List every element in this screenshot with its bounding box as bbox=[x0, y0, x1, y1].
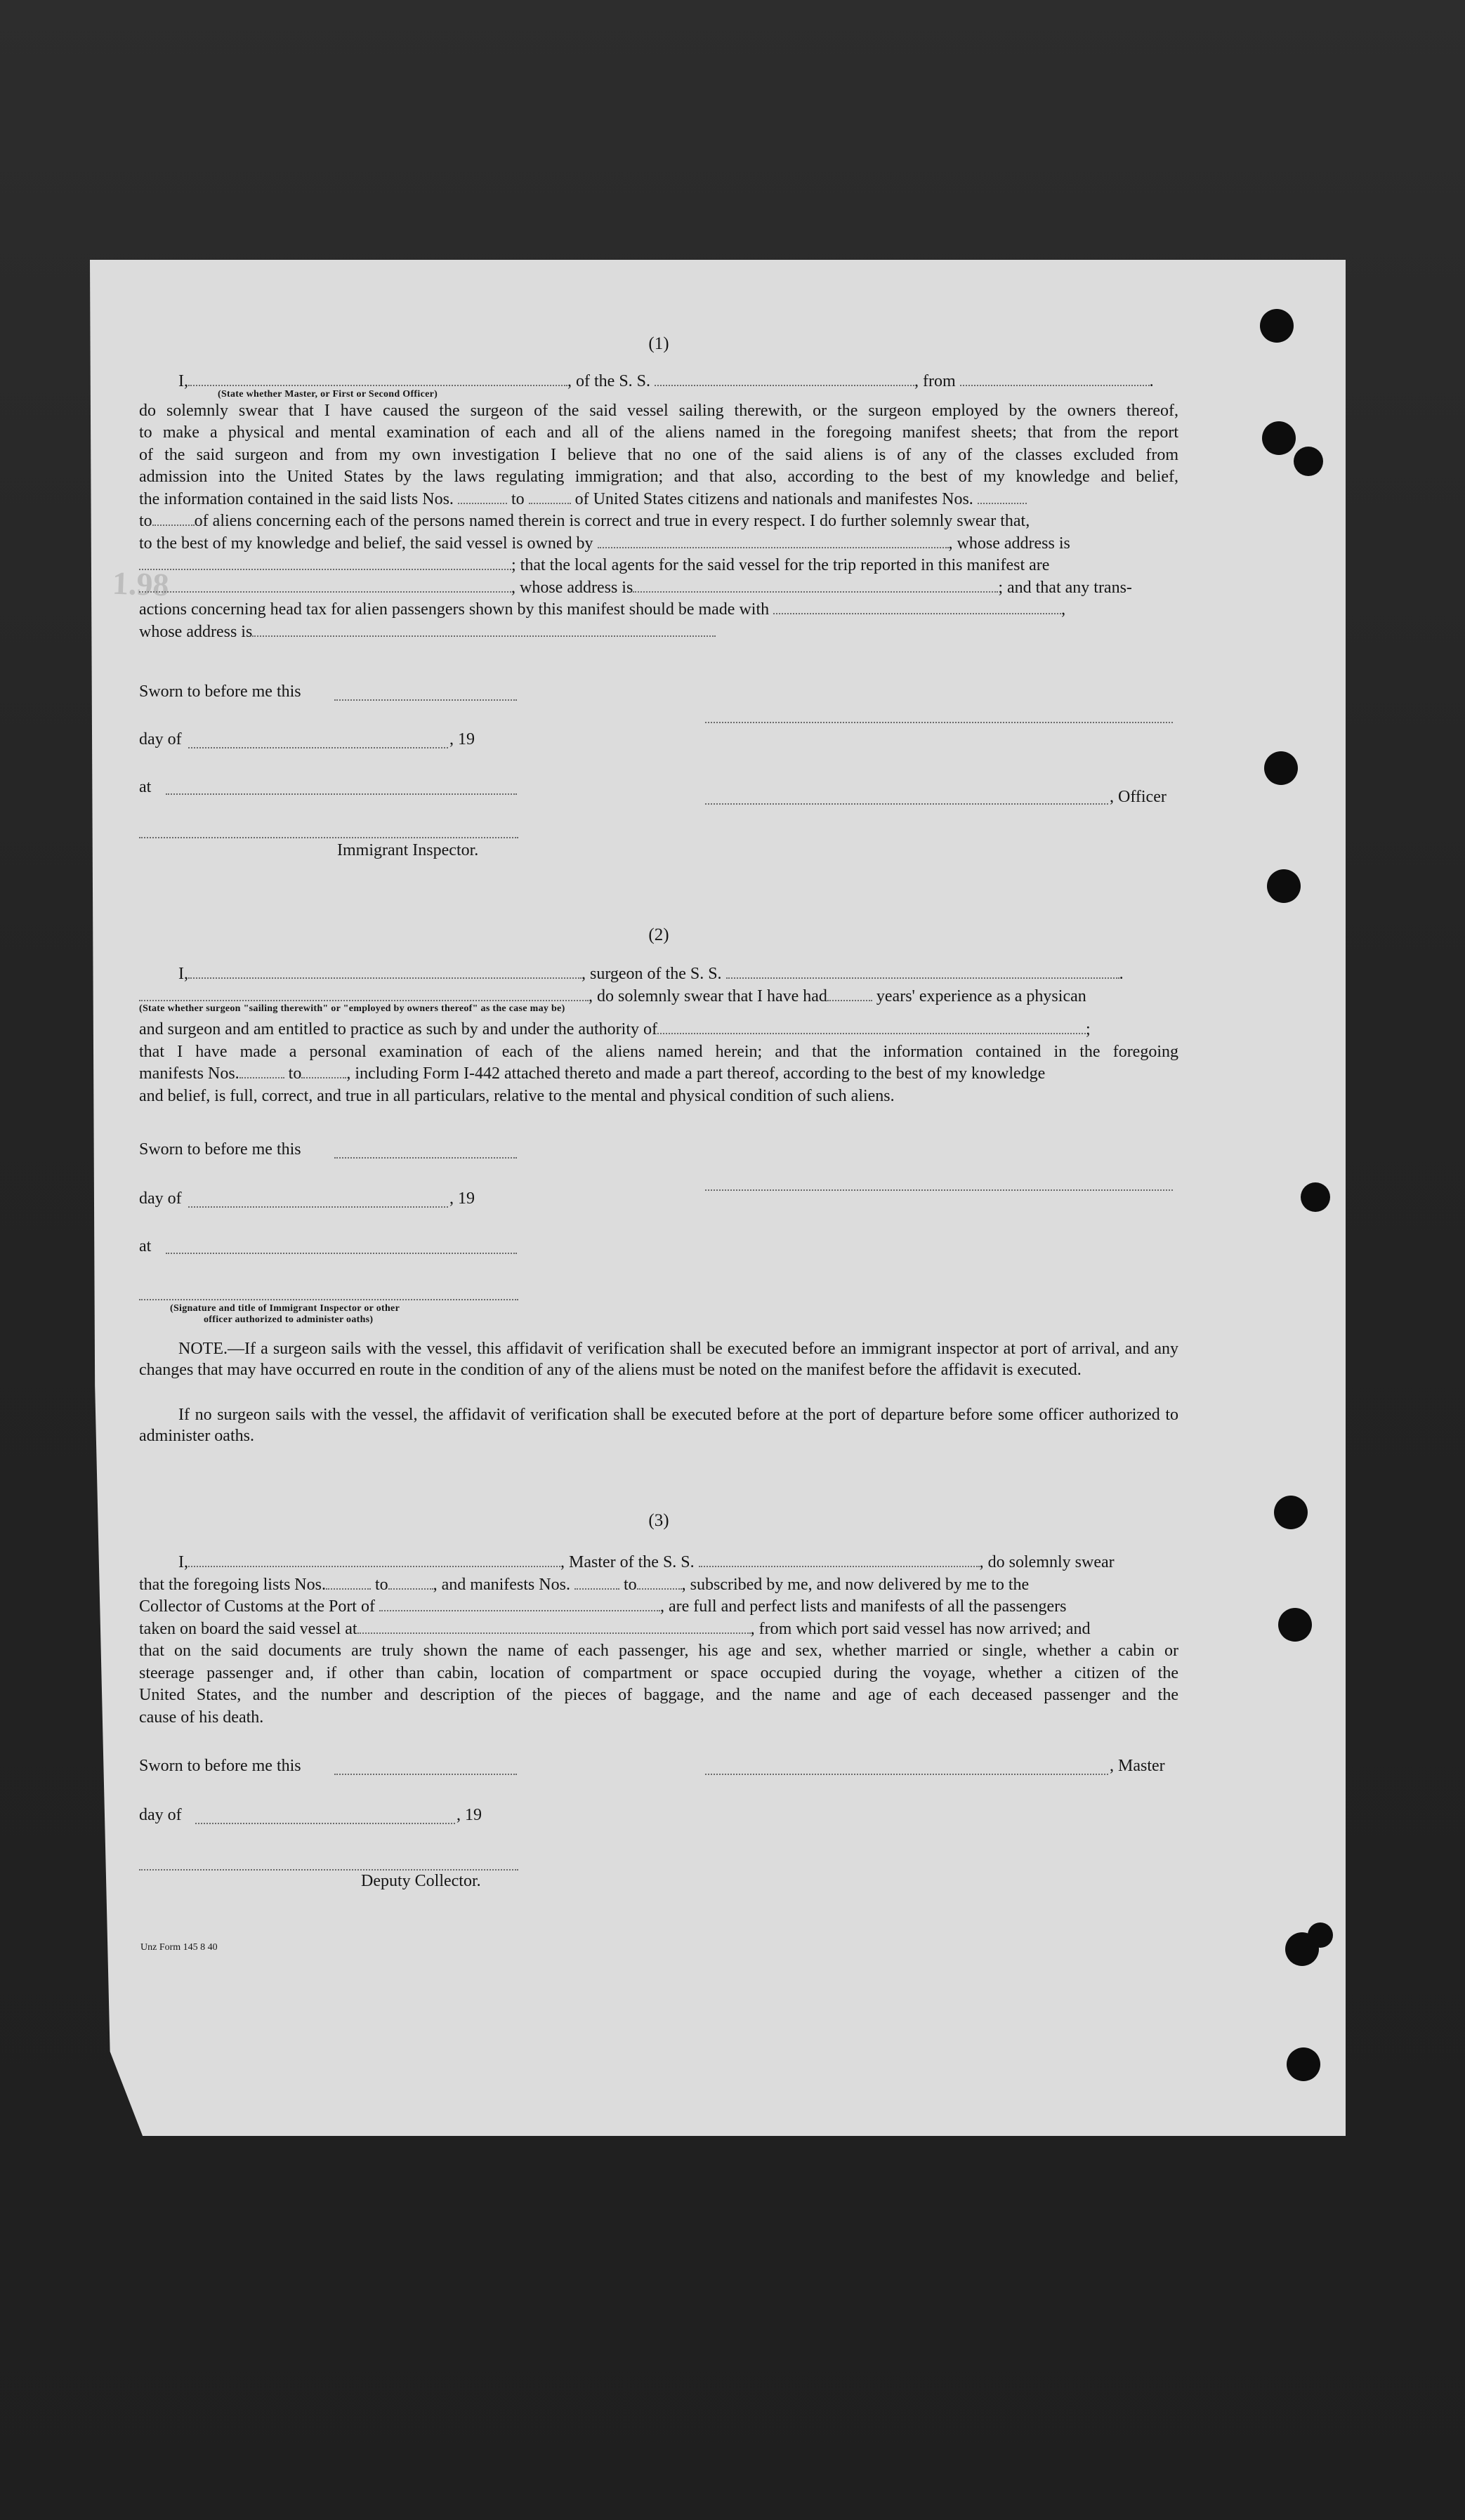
blank-line bbox=[188, 746, 448, 748]
text: , and manifests Nos. bbox=[433, 1575, 570, 1594]
punch-hole bbox=[1260, 309, 1294, 343]
blank-line bbox=[195, 1821, 455, 1824]
section-3-oath bbox=[139, 1552, 1178, 1729]
punch-hole bbox=[1308, 1922, 1333, 1948]
form-id: Unz Form 145 8 40 bbox=[140, 1942, 218, 1953]
blank-line bbox=[705, 802, 1108, 805]
text: ; and that any trans- bbox=[998, 578, 1132, 597]
signature-hint: officer authorized to administer oaths) bbox=[204, 1314, 374, 1325]
section-3-number: (3) bbox=[648, 1511, 669, 1530]
text: to bbox=[623, 1575, 637, 1594]
text: and surgeon and am entitled to practice as such by and under the authority of bbox=[139, 1020, 657, 1038]
punch-hole bbox=[1287, 2047, 1320, 2081]
text: ; that the local agents for the said vessel for the trip reported in this manifest are bbox=[511, 556, 1050, 574]
day-label: day of bbox=[139, 1806, 182, 1824]
text: , whose address is bbox=[511, 578, 633, 597]
oath-line: and belief, is full, correct, and true in all particulars, relative to the mental and physical condition of such aliens. bbox=[139, 1086, 895, 1105]
section-2-number: (2) bbox=[648, 925, 669, 944]
text: , do solemnly swear that I have had bbox=[589, 987, 827, 1005]
text: that the foregoing lists Nos. bbox=[139, 1575, 326, 1594]
text: of United States citizens and nationals and manifestes Nos. bbox=[574, 489, 973, 508]
punch-hole bbox=[1267, 869, 1301, 903]
sworn-label: Sworn to before me this bbox=[139, 1140, 301, 1159]
text: to bbox=[139, 512, 152, 530]
blank-line bbox=[334, 1772, 517, 1775]
year-label: , 19 bbox=[456, 1806, 482, 1824]
oath-line: to make a physical and mental examination of each and all of the aliens named in the foregoing manifest sheets; that from the report bbox=[139, 423, 1178, 442]
blank-line bbox=[334, 698, 517, 701]
text: , subscribed by me, and now delivered by me to the bbox=[681, 1575, 1030, 1594]
punch-hole bbox=[1278, 1608, 1312, 1642]
blank-line bbox=[166, 1251, 517, 1254]
punch-hole bbox=[1301, 1182, 1330, 1212]
text: to bbox=[511, 489, 525, 508]
surgeon-hint: (State whether surgeon "sailing therewith" or "employed by owners thereof" as the case may be) bbox=[139, 1003, 565, 1014]
section-1-number: (1) bbox=[648, 334, 669, 353]
day-label: day of bbox=[139, 730, 182, 748]
text: to the best of my knowledge and belief, the said vessel is owned by bbox=[139, 534, 593, 553]
punch-hole bbox=[1294, 447, 1323, 476]
text: , whose address is bbox=[948, 534, 1070, 553]
master-label: , Master bbox=[1110, 1757, 1165, 1775]
text: , of the S. S. bbox=[567, 372, 651, 390]
text: , do solemnly swear bbox=[979, 1553, 1115, 1571]
text: manifests Nos. bbox=[139, 1064, 239, 1083]
sworn-label: Sworn to before me this bbox=[139, 682, 301, 701]
oath-line: cause of his death. bbox=[139, 1708, 264, 1727]
blank-line bbox=[705, 1188, 1173, 1191]
sworn-label: Sworn to before me this bbox=[139, 1757, 301, 1775]
text: of aliens concerning each of the persons named therein is correct and true in every respect. I do further solemnly swear that, bbox=[194, 512, 1030, 530]
signature-hint: (Signature and title of Immigrant Inspector or other bbox=[170, 1303, 400, 1314]
text: whose address is bbox=[139, 622, 253, 641]
blank-line bbox=[188, 1205, 448, 1208]
year-label: , 19 bbox=[449, 1189, 475, 1208]
text: I, bbox=[178, 965, 188, 983]
at-label: at bbox=[139, 778, 152, 796]
collector-label: Deputy Collector. bbox=[361, 1872, 481, 1890]
text: , from which port said vessel has now arrived; and bbox=[750, 1619, 1091, 1638]
officer-label: , Officer bbox=[1110, 788, 1167, 806]
note-paragraph: If no surgeon sails with the vessel, the affidavit of verification shall be executed before at the port of departure before some officer authorized to administer oaths. bbox=[139, 1406, 1178, 1445]
punch-hole bbox=[1274, 1496, 1308, 1529]
officer-hint: (State whether Master, or First or Second Officer) bbox=[218, 388, 438, 400]
text: , surgeon of the S. S. bbox=[582, 965, 722, 983]
punch-hole bbox=[1264, 751, 1298, 785]
blank-line bbox=[139, 836, 518, 838]
note-paragraph: NOTE.—If a surgeon sails with the vessel, this affidavit of verification shall be executed before an immigrant inspector at port of arrival, and any changes that may have occurred en route in the condition of any of the aliens must be noted on the manifest before the affidavit is executed. bbox=[139, 1340, 1178, 1379]
blank-line bbox=[334, 1156, 517, 1159]
text: Collector of Customs at the Port of bbox=[139, 1597, 375, 1616]
blank-line bbox=[139, 1868, 518, 1871]
text: the information contained in the said lists Nos. bbox=[139, 489, 454, 508]
blank-line bbox=[705, 1772, 1108, 1775]
text: I, bbox=[178, 372, 188, 390]
punch-hole bbox=[1262, 421, 1296, 455]
blank-line bbox=[139, 1298, 518, 1300]
text: to bbox=[288, 1064, 302, 1083]
blank-line bbox=[705, 720, 1173, 723]
oath-line: United States, and the number and description of the pieces of baggage, and the name and age of each deceased passenger and the bbox=[139, 1686, 1178, 1704]
oath-line: of the said surgeon and from my own investigation I believe that no one of the said aliens is of any of the classes excluded from bbox=[139, 445, 1178, 464]
text: to bbox=[374, 1575, 388, 1594]
section-1-oath: I, , of the S. S. , from . (State whether Master, or First or Second Officer) do solemnly swear that I have caused the surgeon of the said vessel sailing therewith, or the surgeon employed by the owners thereof, to make a physical and mental examination of each and all of the aliens named in the foregoing manifest sheets; that from the report of the said surgeon and from my own investigation I believe that no one of the said aliens is of any of the classes excluded from admission into the United States by the laws regulating immigration; and that also, according to the best of my knowledge and belief, the information contained in the said lists Nos. to of United States citizens and nationals and manifestes Nos. to of aliens concerning each of the persons named therein is correct and true in every respect. I do further solemnly swear that, to the best of my knowledge and belief, the said vessel is owned by , whose address is ; that the local agents for the said vessel for the trip reported in this manifest are , whose address is ; and that any trans- actions concerning head tax for alien passengers shown by this manifest should be made with , whose address is bbox=[139, 372, 1178, 641]
section-2-oath: I, , surgeon of the S. S. . , do solemnly swear that I have had years' experience as a physican (State whether surgeon "sailing therewith" or "employed by owners thereof" as the case may be) and surgeon and am entitled to practice as such by and under the authority of ; that I have made a personal examination of each of the aliens named herein; and that the information contained in the foregoing manifests Nos. to , including Form I-442 attached thereto and made a part thereof, according to the best of my knowledge and belief, is full, correct, and true in all particulars, relative to the mental and physical condition of such aliens. bbox=[139, 963, 1178, 1107]
text: actions concerning head tax for alien passengers shown by this manifest should be made with bbox=[139, 600, 770, 619]
oath-line: do solemnly swear that I have caused the surgeon of the said vessel sailing therewith, or the surgeon employed by the owners thereof, bbox=[139, 401, 1178, 420]
text: years' experience as a physican bbox=[876, 987, 1086, 1005]
faded-stamp: 1.98 bbox=[112, 565, 170, 603]
inspector-label: Immigrant Inspector. bbox=[337, 841, 479, 859]
text: , are full and perfect lists and manifests of all the passengers bbox=[659, 1597, 1067, 1616]
text: I, bbox=[178, 1553, 188, 1571]
blank-line bbox=[166, 792, 517, 795]
text: , Master of the S. S. bbox=[560, 1553, 695, 1571]
text: , including Form I-442 attached thereto and made a part thereof, according to the best of my knowledge bbox=[346, 1064, 1046, 1083]
oath-line: that I have made a personal examination of each of the aliens named herein; and that the information contained in the foregoing bbox=[139, 1042, 1178, 1061]
at-label: at bbox=[139, 1237, 152, 1255]
text: , from bbox=[914, 372, 956, 390]
text: taken on board the said vessel at bbox=[139, 1619, 357, 1638]
year-label: , 19 bbox=[449, 730, 475, 748]
oath-line: that on the said documents are truly shown the name of each passenger, his age and sex, whether married or single, whether a cabin or bbox=[139, 1642, 1178, 1660]
day-label: day of bbox=[139, 1189, 182, 1208]
oath-line: steerage passenger and, if other than cabin, location of compartment or space occupied during the voyage, whether a citizen of the bbox=[139, 1663, 1178, 1682]
oath-line: admission into the United States by the laws regulating immigration; and that also, according to the best of my knowledge and belief, bbox=[139, 468, 1178, 486]
